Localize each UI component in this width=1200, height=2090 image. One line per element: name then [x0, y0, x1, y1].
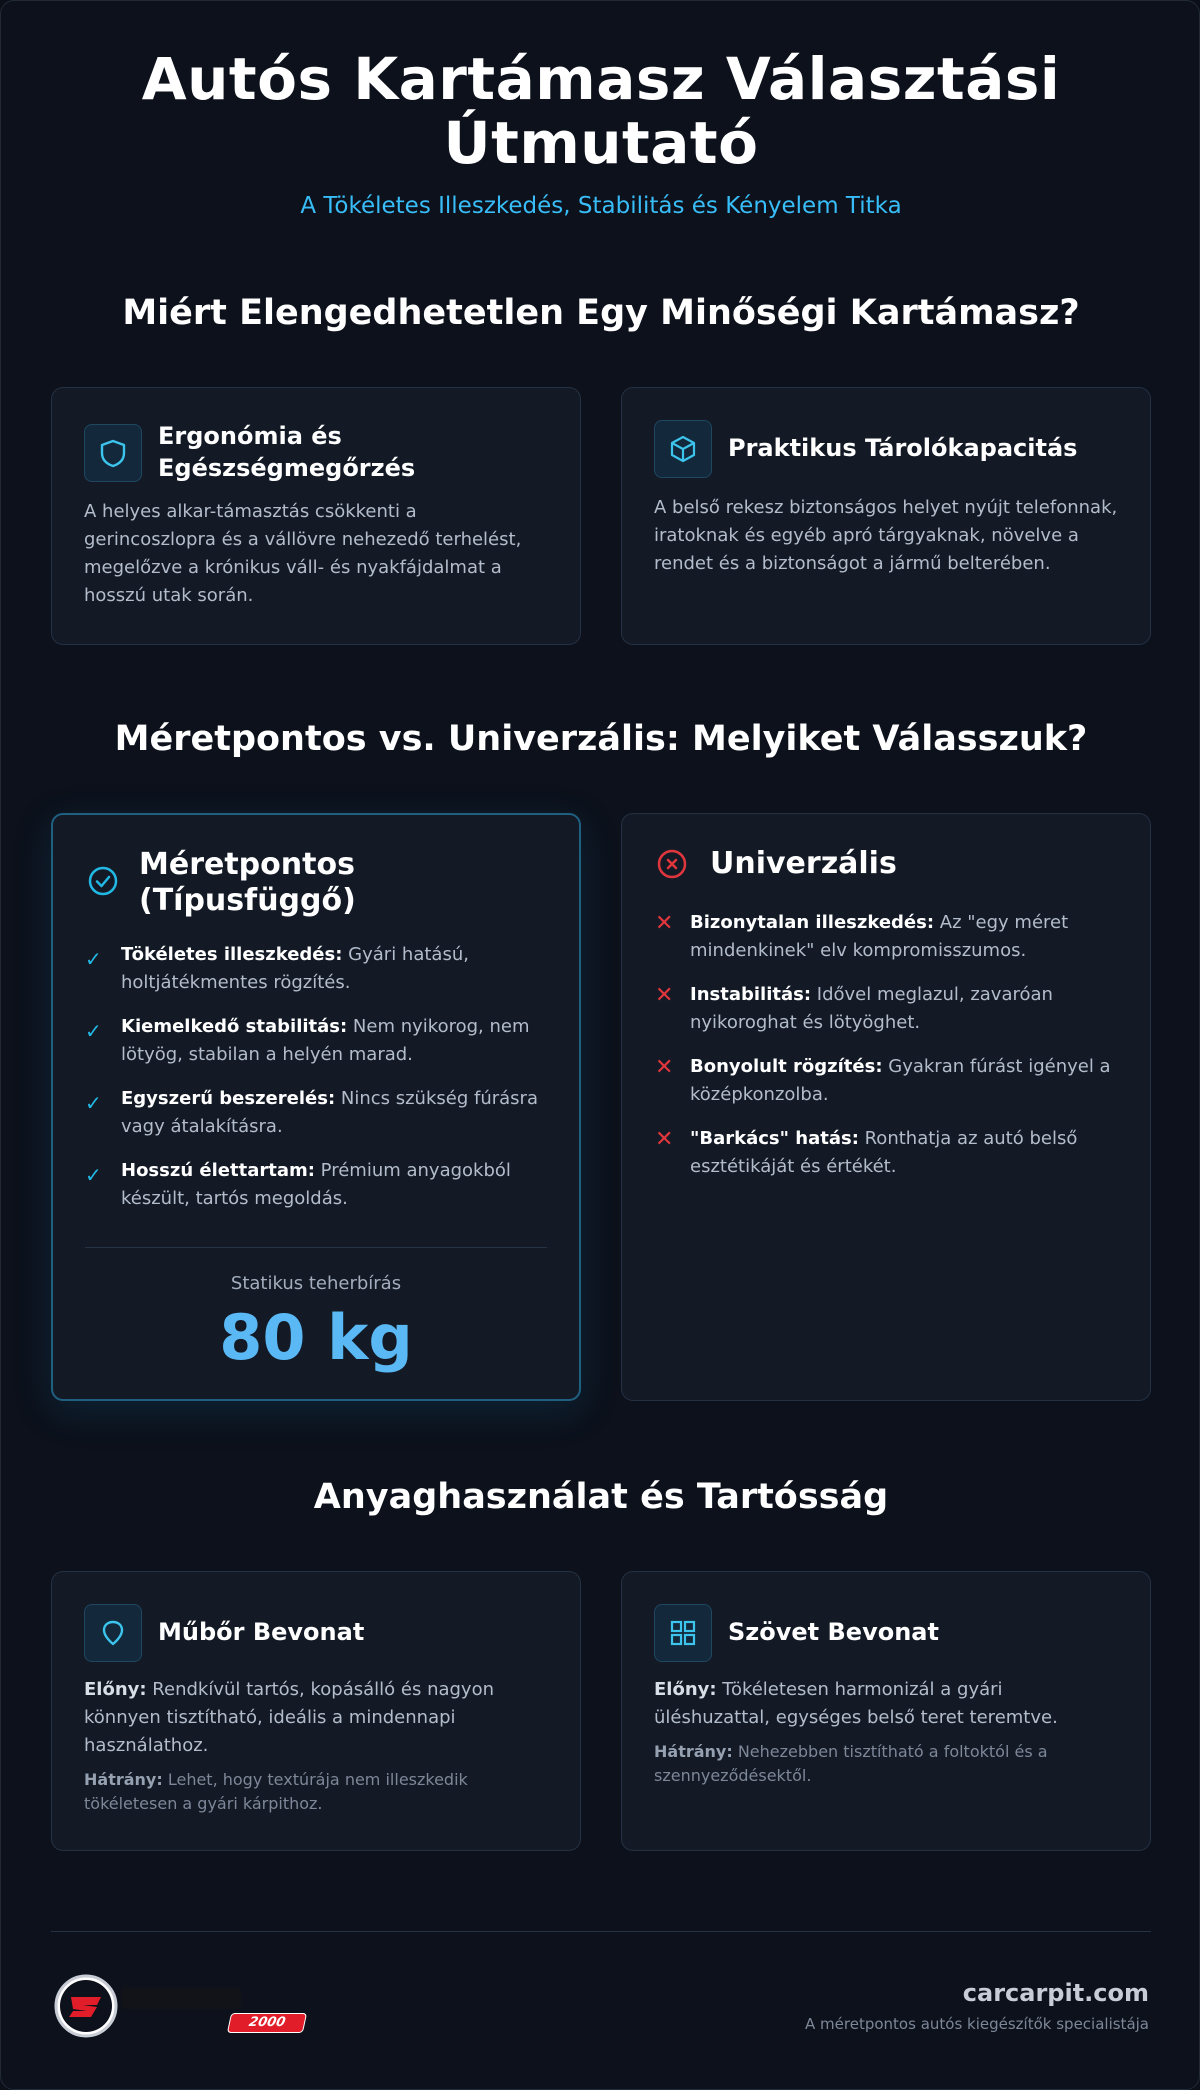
check-icon: ✓	[85, 1091, 102, 1115]
feature-line2: készült, tartós megoldás.	[121, 1188, 348, 1209]
storage-title: Praktikus Tárolókapacitás	[728, 434, 1078, 462]
stat-value: 80 kg	[219, 1301, 413, 1374]
feature-line2: mindenkinek" elv kompromisszumos.	[690, 940, 1027, 961]
cross-icon: ✕	[655, 1055, 674, 1080]
feature-rest: Idővel meglazul, zavaróan	[811, 984, 1053, 1005]
feature-rest: Nem nyikorog, nem	[347, 1016, 530, 1037]
feature-rest: Ronthatja az autó belső	[858, 1128, 1078, 1149]
ergonomics-title-line2: Egészségmegőrzés	[158, 454, 416, 482]
feature-rest: Gyári hatású,	[342, 944, 469, 965]
logo-badge: 2000	[227, 2013, 307, 2033]
page-title-line2: Útmutató	[443, 109, 759, 177]
custom-fit-title-line2: (Típusfüggő)	[139, 883, 356, 918]
fabric-pro	[654, 1676, 1134, 1732]
feature-bold: Instabilitás:	[690, 984, 812, 1005]
x-circle-icon	[656, 848, 688, 884]
custom-feature	[121, 1013, 591, 1069]
cross-icon: ✕	[655, 983, 674, 1008]
storage-text-line: A belső rekesz biztonságos helyet nyújt telefonnak,	[654, 497, 1118, 518]
cross-icon: ✕	[655, 911, 674, 936]
custom-fit-title	[139, 847, 356, 919]
hero	[1, 47, 1200, 219]
stat-label: Statikus teherbírás	[230, 1273, 402, 1294]
why-heading: Miért Elengedhetetlen Egy Minőségi Kartámasz?	[122, 293, 1080, 333]
feature-line2: vagy átalakításra.	[121, 1116, 283, 1137]
materials-heading: Anyaghasználat és Tartósság	[313, 1477, 889, 1517]
feature-rest: Nincs szükség fúrásra	[335, 1088, 538, 1109]
compare-heading: Méretpontos vs. Univerzális: Melyiket Válasszuk?	[114, 719, 1088, 759]
drop-icon	[84, 1604, 142, 1662]
pro-label: Előny:	[654, 1679, 717, 1700]
ergonomics-title	[158, 420, 415, 484]
pro-text: Rendkívül tartós, kopásálló és nagyon	[146, 1679, 495, 1700]
feature-bold: Tökéletes illeszkedés:	[121, 944, 343, 965]
con-text: szennyeződésektől.	[654, 1766, 812, 1785]
custom-feature	[121, 1085, 591, 1141]
pro-text: használathoz.	[84, 1735, 209, 1756]
con-label: Hátrány:	[84, 1770, 163, 1789]
pro-text: könnyen tisztítható, ideális a mindennapi	[84, 1707, 456, 1728]
leather-pro	[84, 1676, 564, 1760]
ergonomics-text	[84, 498, 564, 610]
ergonomics-title-line1: Ergonómia és	[158, 422, 342, 450]
universal-feature	[690, 981, 1160, 1037]
feature-bold: "Barkács" hatás:	[690, 1128, 859, 1149]
check-icon: ✓	[85, 1163, 102, 1187]
check-circle-icon	[87, 865, 119, 901]
feature-bold: Egyszerű beszerelés:	[121, 1088, 336, 1109]
footer-site-link[interactable]: carcarpit.com	[962, 1979, 1149, 2007]
ergonomics-text-line: A helyes alkar-támasztás csökkenti a	[84, 501, 417, 522]
check-icon: ✓	[85, 947, 102, 971]
custom-feature	[121, 1157, 591, 1213]
feature-rest: Gyakran fúrást igényel a	[882, 1056, 1111, 1077]
feature-rest: Az "egy méret	[934, 912, 1069, 933]
con-text: Lehet, hogy textúrája nem illeszkedik	[162, 1770, 468, 1789]
footer-info	[805, 1979, 1149, 2033]
cube-icon	[654, 420, 712, 478]
leather-card	[51, 1571, 581, 1851]
feature-bold: Kiemelkedő stabilitás:	[121, 1016, 348, 1037]
feature-rest: Prémium anyagokból	[314, 1160, 511, 1181]
cross-icon: ✕	[655, 1127, 674, 1152]
grid-icon	[654, 1604, 712, 1662]
feature-bold: Bonyolult rögzítés:	[690, 1056, 883, 1077]
fabric-con	[654, 1740, 1134, 1788]
con-text: tökéletesen a gyári kárpithoz.	[84, 1794, 323, 1813]
con-label: Hátrány:	[654, 1742, 733, 1761]
pro-text: Tökéletesen harmonizál a gyári	[716, 1679, 1003, 1700]
pro-text: üléshuzattal, egységes belső teret teremtve.	[654, 1707, 1058, 1728]
pro-label: Előny:	[84, 1679, 147, 1700]
ergonomics-text-line: hosszú utak során.	[84, 585, 254, 606]
con-text: Nehezebben tisztítható a foltoktól és a	[732, 1742, 1048, 1761]
storage-text	[654, 494, 1134, 578]
feature-line2: nyikoroghat és lötyöghet.	[690, 1012, 921, 1033]
ergonomics-text-line: megelőzve a krónikus váll- és nyakfájdalmat a	[84, 557, 502, 578]
feature-bold: Bizonytalan illeszkedés:	[690, 912, 935, 933]
fabric-title: Szövet Bevonat	[728, 1618, 939, 1646]
logo-wordmark	[121, 1987, 241, 2009]
logo-emblem-icon	[53, 1973, 119, 2039]
footer-tagline: A méretpontos autós kiegészítők specialistája	[805, 2015, 1149, 2033]
page-title	[1, 47, 1200, 175]
feature-line2: középkonzolba.	[690, 1084, 829, 1105]
universal-title: Univerzális	[710, 846, 897, 881]
feature-line2: lötyög, stabilan a helyén marad.	[121, 1044, 413, 1065]
stat-divider	[85, 1247, 547, 1248]
leather-title: Műbőr Bevonat	[158, 1618, 365, 1646]
feature-bold: Hosszú élettartam:	[121, 1160, 315, 1181]
storage-text-line: rendet és a biztonságot a jármű belterében.	[654, 553, 1051, 574]
feature-line2: esztétikáját és értékét.	[690, 1156, 897, 1177]
universal-feature	[690, 909, 1160, 965]
universal-feature	[690, 1053, 1160, 1109]
ergonomics-text-line: gerincoszlopra és a vállövre nehezedő terhelést,	[84, 529, 522, 550]
page-subtitle: A Tökéletes Illeszkedés, Stabilitás és Kényelem Titka	[300, 193, 902, 219]
footer-divider	[51, 1931, 1151, 1932]
fabric-card	[621, 1571, 1151, 1851]
storage-text-line: iratoknak és egyéb apró tárgyaknak, növelve a	[654, 525, 1079, 546]
storage-card	[621, 387, 1151, 645]
ergonomics-card	[51, 387, 581, 645]
brand-logo	[53, 1973, 313, 2039]
shield-icon	[84, 424, 142, 482]
custom-fit-title-line1: Méretpontos	[139, 847, 355, 882]
page-title-line1: Autós Kartámasz Választási	[141, 45, 1061, 113]
universal-feature	[690, 1125, 1160, 1181]
custom-feature	[121, 941, 591, 997]
check-icon: ✓	[85, 1019, 102, 1043]
leather-con	[84, 1768, 564, 1816]
feature-line2: holtjátékmentes rögzítés.	[121, 972, 351, 993]
